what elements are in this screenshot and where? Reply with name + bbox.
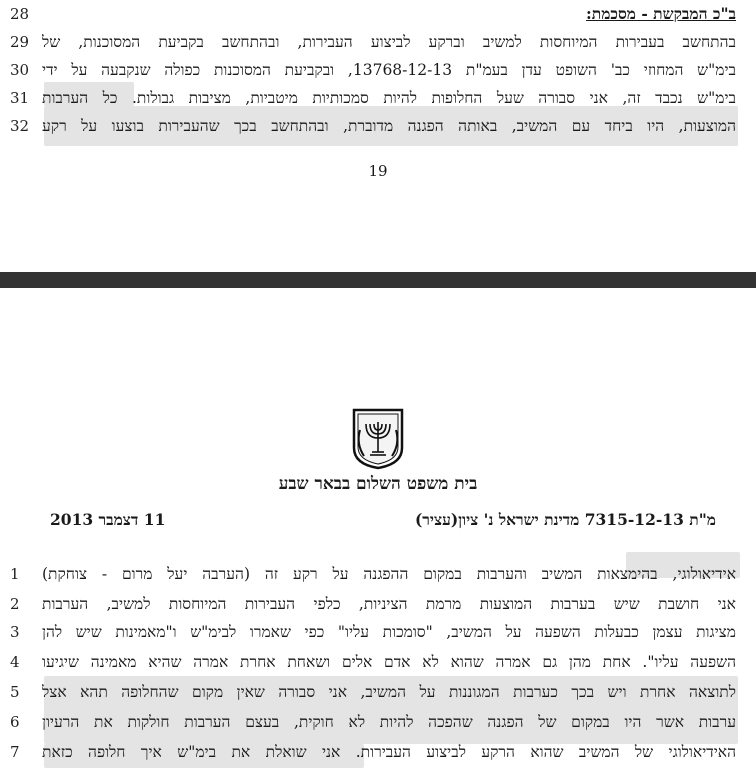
line-text: לתוצאה אחרת ויש בכך כערבות המגוננות על המשיב, אני סבורה שאין מקום שהחלופה תהא אצל xyxy=(42,683,736,701)
line-number: 28 xyxy=(10,5,30,23)
line-number: 4 xyxy=(10,653,20,671)
line-number: 30 xyxy=(10,61,30,79)
current-page xyxy=(0,288,756,768)
section-header: ב"כ המבקשת - מסכמת: xyxy=(586,4,736,23)
line-number: 1 xyxy=(10,565,20,583)
line-text: אידיאולוגי, בהימצאות המשיב והערבות במקום ההפגנה על רקע זה (הערבה יעל מרום - צוחקת) xyxy=(42,565,736,583)
line-text: ערבות אשר היו במקום של הפגנה שהפכה להיות לא חוקית, בעצם הערבות חולקות את הרעיון xyxy=(42,713,736,731)
court-title: בית משפט השלום בבאר שבע xyxy=(278,474,478,494)
line-number: 31 xyxy=(10,89,30,107)
case-number: מ"ת 7315-12-13 מדינת ישראל נ' ציון(עציר) xyxy=(414,510,716,529)
line-number: 2 xyxy=(10,595,20,613)
line-text: השפעה עליו". אחת מהן גם אמרה שהוא לא אדם אלים ושאחת אחרת אמרה שהיא מאמינה שיגיעו xyxy=(42,653,736,671)
line-text: בימ"ש המחוזי כב' השופט עדן בעמ"ת 13768-12-13, ובקביעת המסוכנות כפולה שנקבעה על ידי xyxy=(42,61,736,79)
line-number: 7 xyxy=(10,743,20,761)
line-text: בימ"ש נכבד זה, אני סבורה שעל החלופות להיות סמכותיות מיטביות, מציבות גבולות. כל הערבות xyxy=(42,89,736,107)
line-number: 5 xyxy=(10,683,20,701)
line-number: 32 xyxy=(10,117,30,135)
line-number: 29 xyxy=(10,33,30,51)
line-text: האידיאולוגי של המשיב שהוא הרקע לביצוע העבירות. אני שואלת את בימ"ש איך חלופה כזאת xyxy=(42,743,736,761)
state-emblem-icon xyxy=(350,408,406,470)
page-separator xyxy=(0,272,756,288)
line-number: 3 xyxy=(10,623,20,641)
line-text: מציגות עצמן כבעלות השפעה על המשיב, "סומכות עליו" כפי שאמרו לבימ"ש ו"מאמינות שיש להן xyxy=(42,623,736,641)
line-text: בהתחשב בעבירות המיוחסות למשיב וברקע לביצוע העבירות, ובהתחשב בקביעת המסוכנות, של xyxy=(42,33,736,51)
previous-page xyxy=(0,0,756,272)
line-text: המוצעות, היו ביחד עם המשיב, באותה הפגנה מדוברת, ובהתחשב בכך שהעבירות בוצעו על רקע xyxy=(42,117,736,135)
line-text: אני חושבת שיש בערבות המוצעות מרמת הציניות, כלפי העבירות המיוחסות למשיב, הערבות xyxy=(42,595,736,613)
line-number: 6 xyxy=(10,713,20,731)
case-date: 11 דצמבר 2013 xyxy=(50,510,166,529)
page-number: 19 xyxy=(368,162,388,180)
